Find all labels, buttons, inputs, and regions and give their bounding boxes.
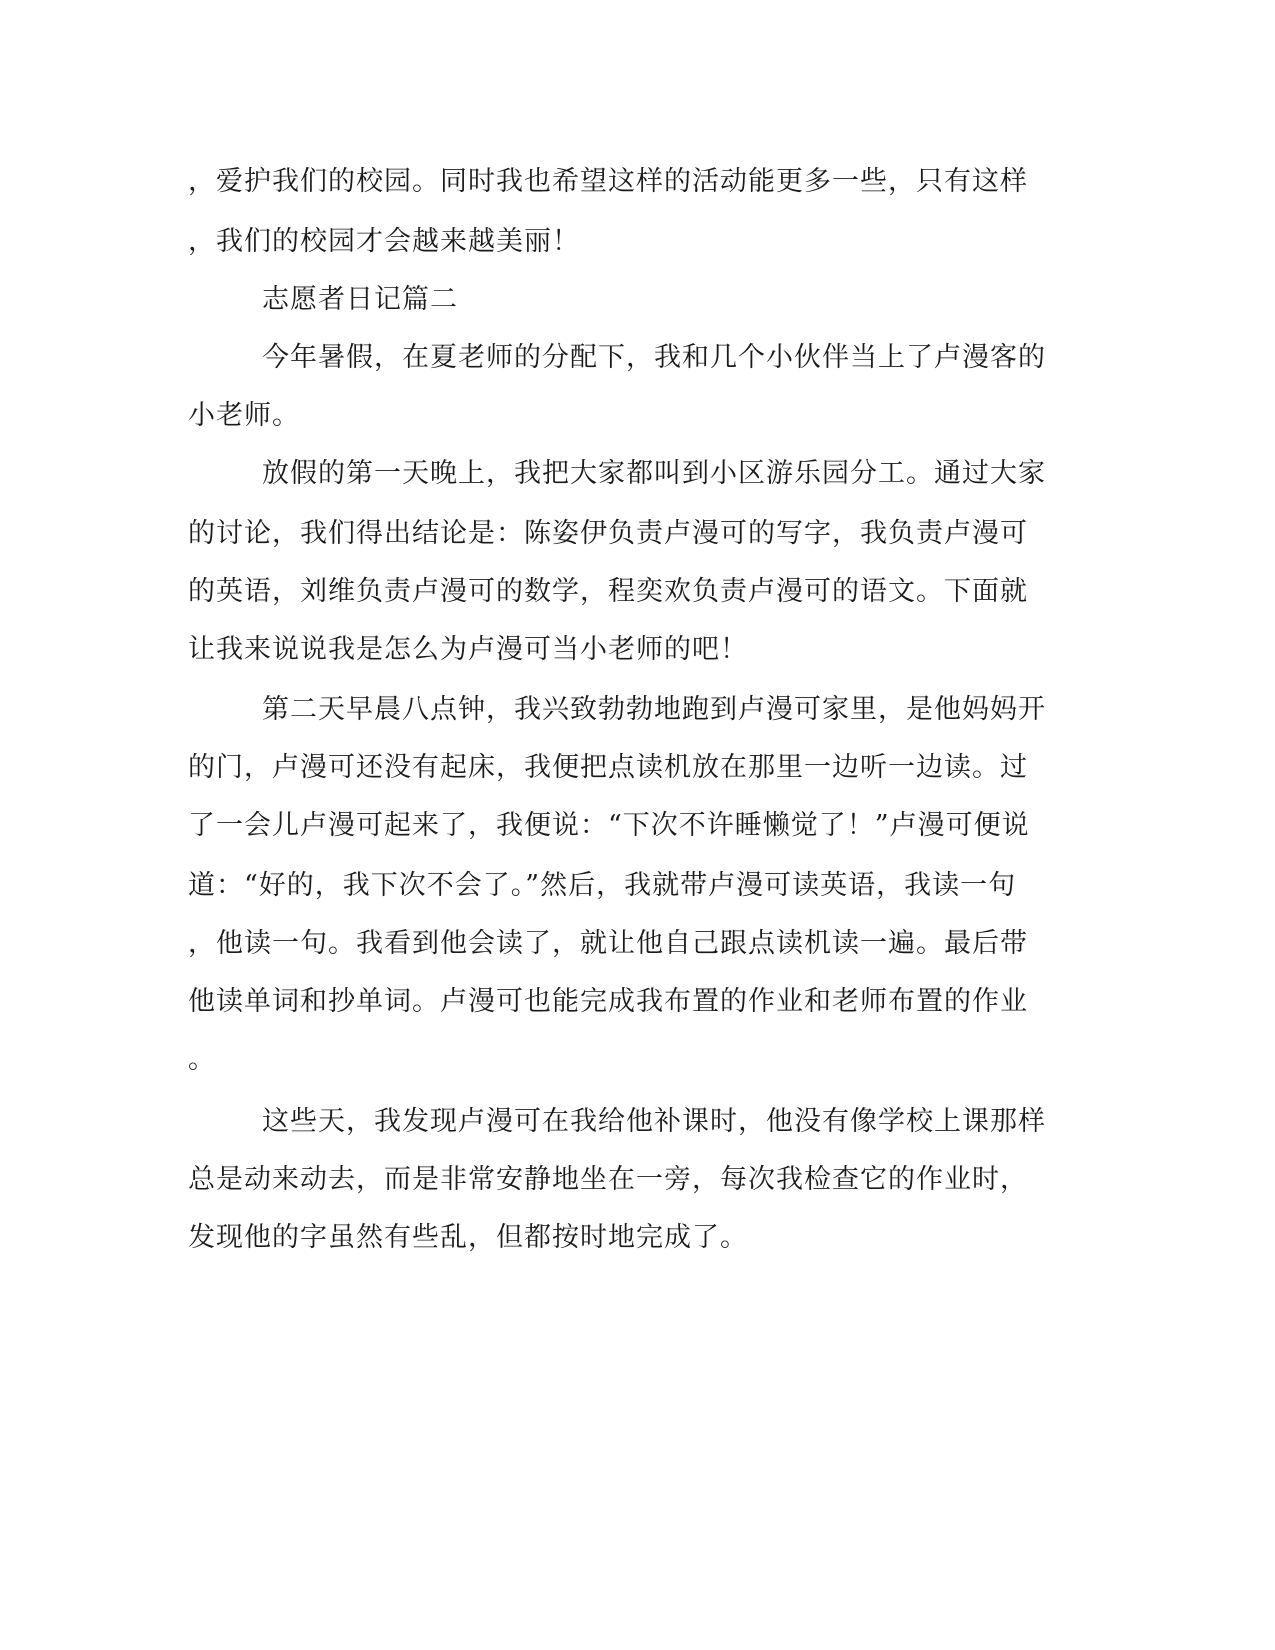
text-line: 今年暑假，在夏老师的分配下，我和几个小伙伴当上了卢漫客的 <box>262 342 1046 373</box>
text-line: 第二天早晨八点钟，我兴致勃勃地跑到卢漫可家里，是他妈妈开 <box>262 694 1046 725</box>
text-line: 的讨论，我们得出结论是：陈姿伊负责卢漫可的写字，我负责卢漫可 <box>188 518 1028 549</box>
text-line: 发现他的字虽然有些乱，但都按时地完成了。 <box>188 1222 748 1253</box>
text-line: 放假的第一天晚上，我把大家都叫到小区游乐园分工。通过大家 <box>262 458 1046 489</box>
text-line: 的英语，刘维负责卢漫可的数学，程奕欢负责卢漫可的语文。下面就 <box>188 576 1028 607</box>
text-line: 的门，卢漫可还没有起床，我便把点读机放在那里一边听一边读。过 <box>188 752 1028 783</box>
text-line: ，我们的校园才会越来越美丽！ <box>188 226 580 257</box>
section-heading: 志愿者日记篇二 <box>262 284 458 315</box>
text-line: 总是动来动去，而是非常安静地坐在一旁，每次我检查它的作业时， <box>188 1164 1028 1195</box>
text-line: 。 <box>188 1044 216 1075</box>
text-line: ，爱护我们的校园。同时我也希望这样的活动能更多一些，只有这样 <box>188 166 1028 197</box>
text-line: 小老师。 <box>188 400 300 431</box>
text-line: 他读单词和抄单词。卢漫可也能完成我布置的作业和老师布置的作业 <box>188 986 1028 1017</box>
text-line: 了一会儿卢漫可起来了，我便说：“下次不许睡懒觉了！”卢漫可便说 <box>188 810 1030 841</box>
text-line: 这些天，我发现卢漫可在我给他补课时，他没有像学校上课那样 <box>262 1106 1046 1137</box>
text-line: 道：“好的，我下次不会了。”然后，我就带卢漫可读英语，我读一句 <box>188 870 1017 901</box>
text-line: ，他读一句。我看到他会读了，就让他自己跟点读机读一遍。最后带 <box>188 928 1028 959</box>
text-line: 让我来说说我是怎么为卢漫可当小老师的吧！ <box>188 634 748 665</box>
